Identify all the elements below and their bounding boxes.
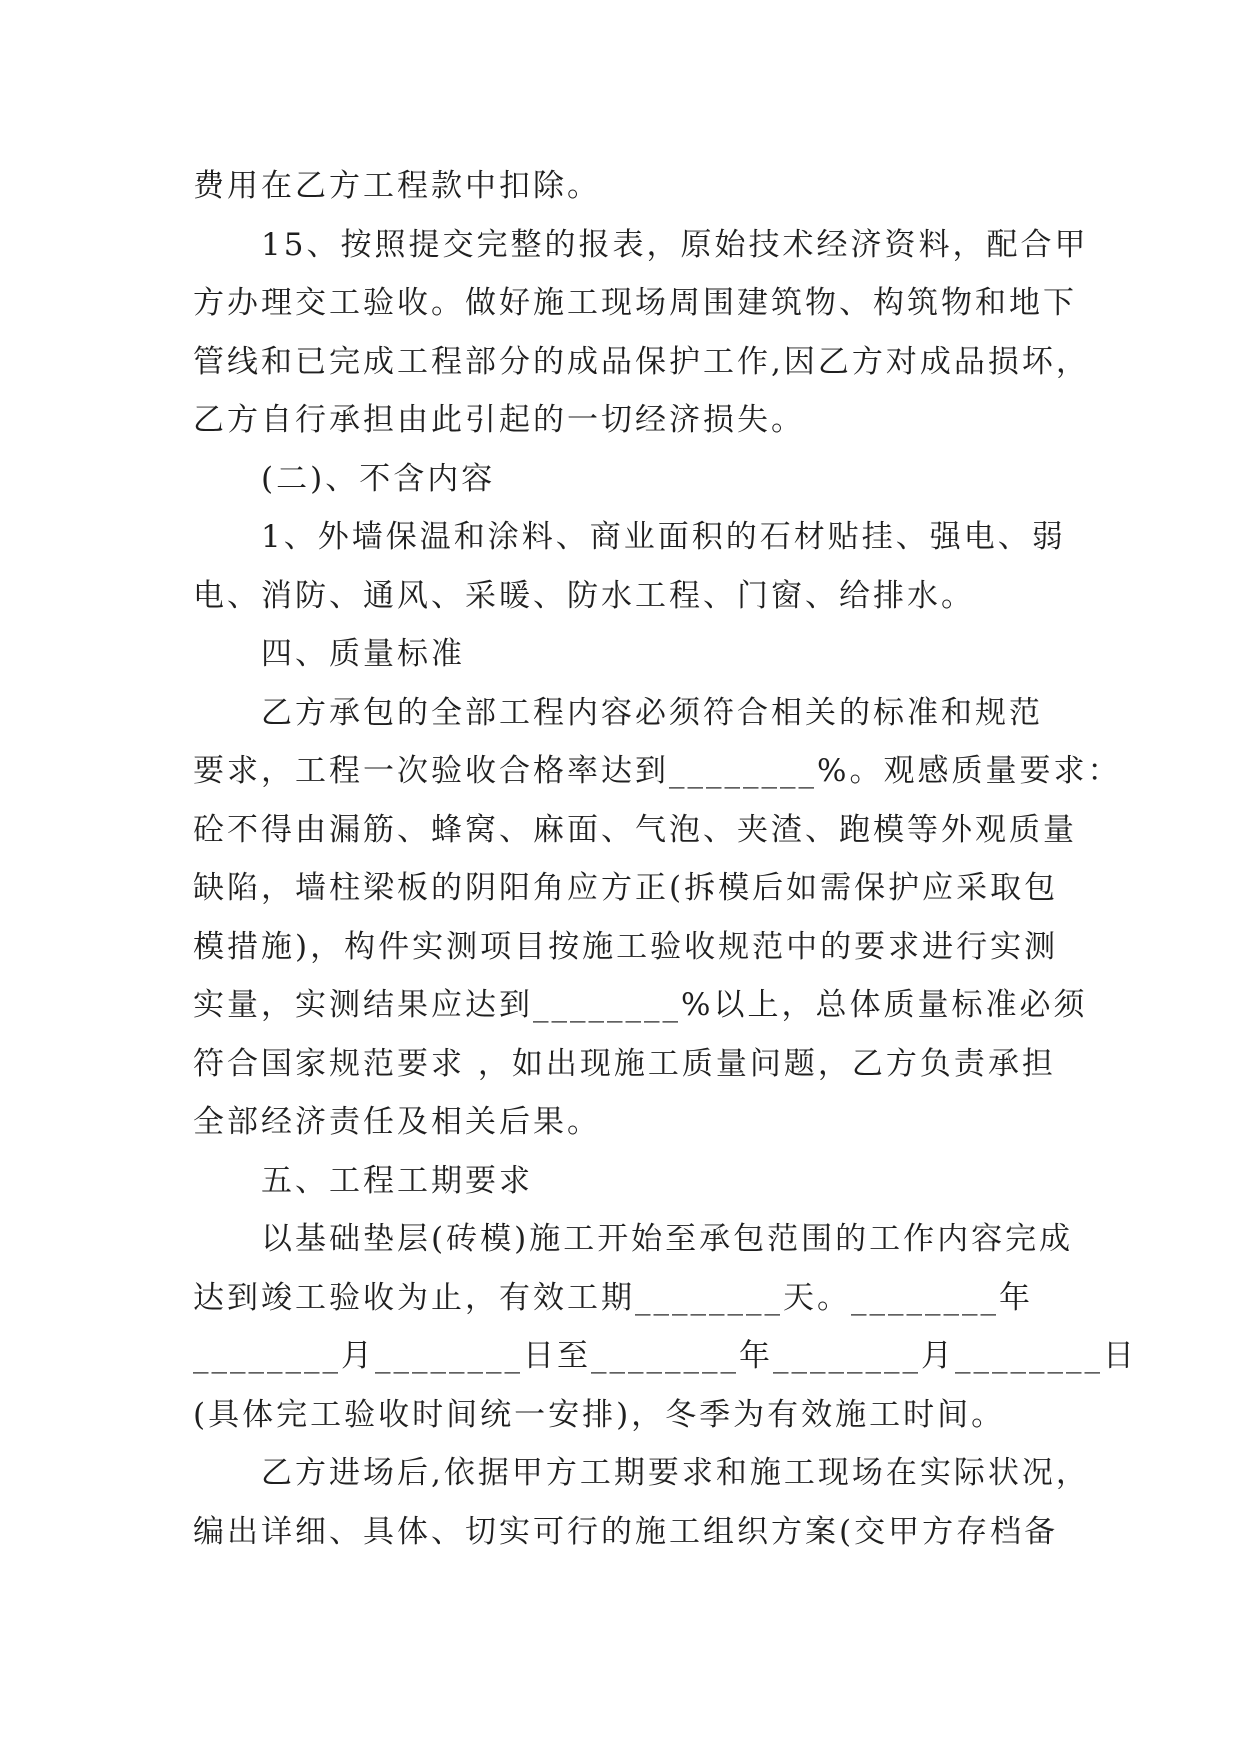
paragraph-line: 1、外墙保温和涂料、商业面积的石材贴挂、强电、弱: [261, 519, 1066, 555]
paragraph-line: 达到竣工验收为止，有效工期________天。________年: [193, 1279, 1033, 1316]
paragraph-line: 乙方承包的全部工程内容必须符合相关的标准和规范: [261, 694, 1043, 731]
paragraph-line: (具体完工验收时间统一安排)，冬季为有效施工时间。: [193, 1396, 1006, 1433]
paragraph-line: 以基础垫层(砖模)施工开始至承包范围的工作内容完成: [261, 1221, 1074, 1257]
paragraph-line: 砼不得由漏筋、蜂窝、麻面、气泡、夹渣、跑模等外观质量: [193, 811, 1077, 848]
paragraph-line: 全部经济责任及相关后果。: [193, 1104, 601, 1140]
paragraph-line: 符合国家规范要求 ，如出现施工质量问题，乙方负责承担: [193, 1045, 1056, 1082]
paragraph-line: 实量，实测结果应达到________%以上，总体质量标准必须: [193, 987, 1088, 1023]
paragraph-line: 乙方自行承担由此引起的一切经济损失。: [193, 402, 805, 438]
section-heading: 四、质量标准: [261, 636, 465, 672]
paragraph-line: 乙方进场后,依据甲方工期要求和施工现场在实际状况，: [261, 1455, 1090, 1491]
paragraph-line: 缺陷，墙柱梁板的阴阳角应方正(拆模后如需保护应采取包: [193, 870, 1059, 906]
paragraph-line: ________月________日至________年________月________日: [193, 1338, 1137, 1374]
section-heading: 五、工程工期要求: [261, 1162, 533, 1199]
document-body: [193, 157, 1137, 1561]
paragraph-line: 要求，工程一次验收合格率达到________%。观感质量要求：: [193, 753, 1122, 789]
paragraph-line: 费用在乙方工程款中扣除。: [193, 168, 601, 204]
paragraph-line: 电、消防、通风、采暖、防水工程、门窗、给排水。: [193, 577, 975, 614]
paragraph-line: 方办理交工验收。做好施工现场周围建筑物、构筑物和地下: [193, 285, 1077, 321]
paragraph-line: 15、按照提交完整的报表，原始技术经济资料，配合甲: [261, 226, 1089, 263]
paragraph-line: 模措施)，构件实测项目按施工验收规范中的要求进行实测: [193, 928, 1059, 965]
paragraph-line: 编出详细、具体、切实可行的施工组织方案(交甲方存档备: [193, 1513, 1059, 1550]
paragraph-line: 管线和已完成工程部分的成品保护工作,因乙方对成品损坏，: [193, 343, 1090, 380]
section-heading: (二)、不含内容: [261, 460, 496, 497]
